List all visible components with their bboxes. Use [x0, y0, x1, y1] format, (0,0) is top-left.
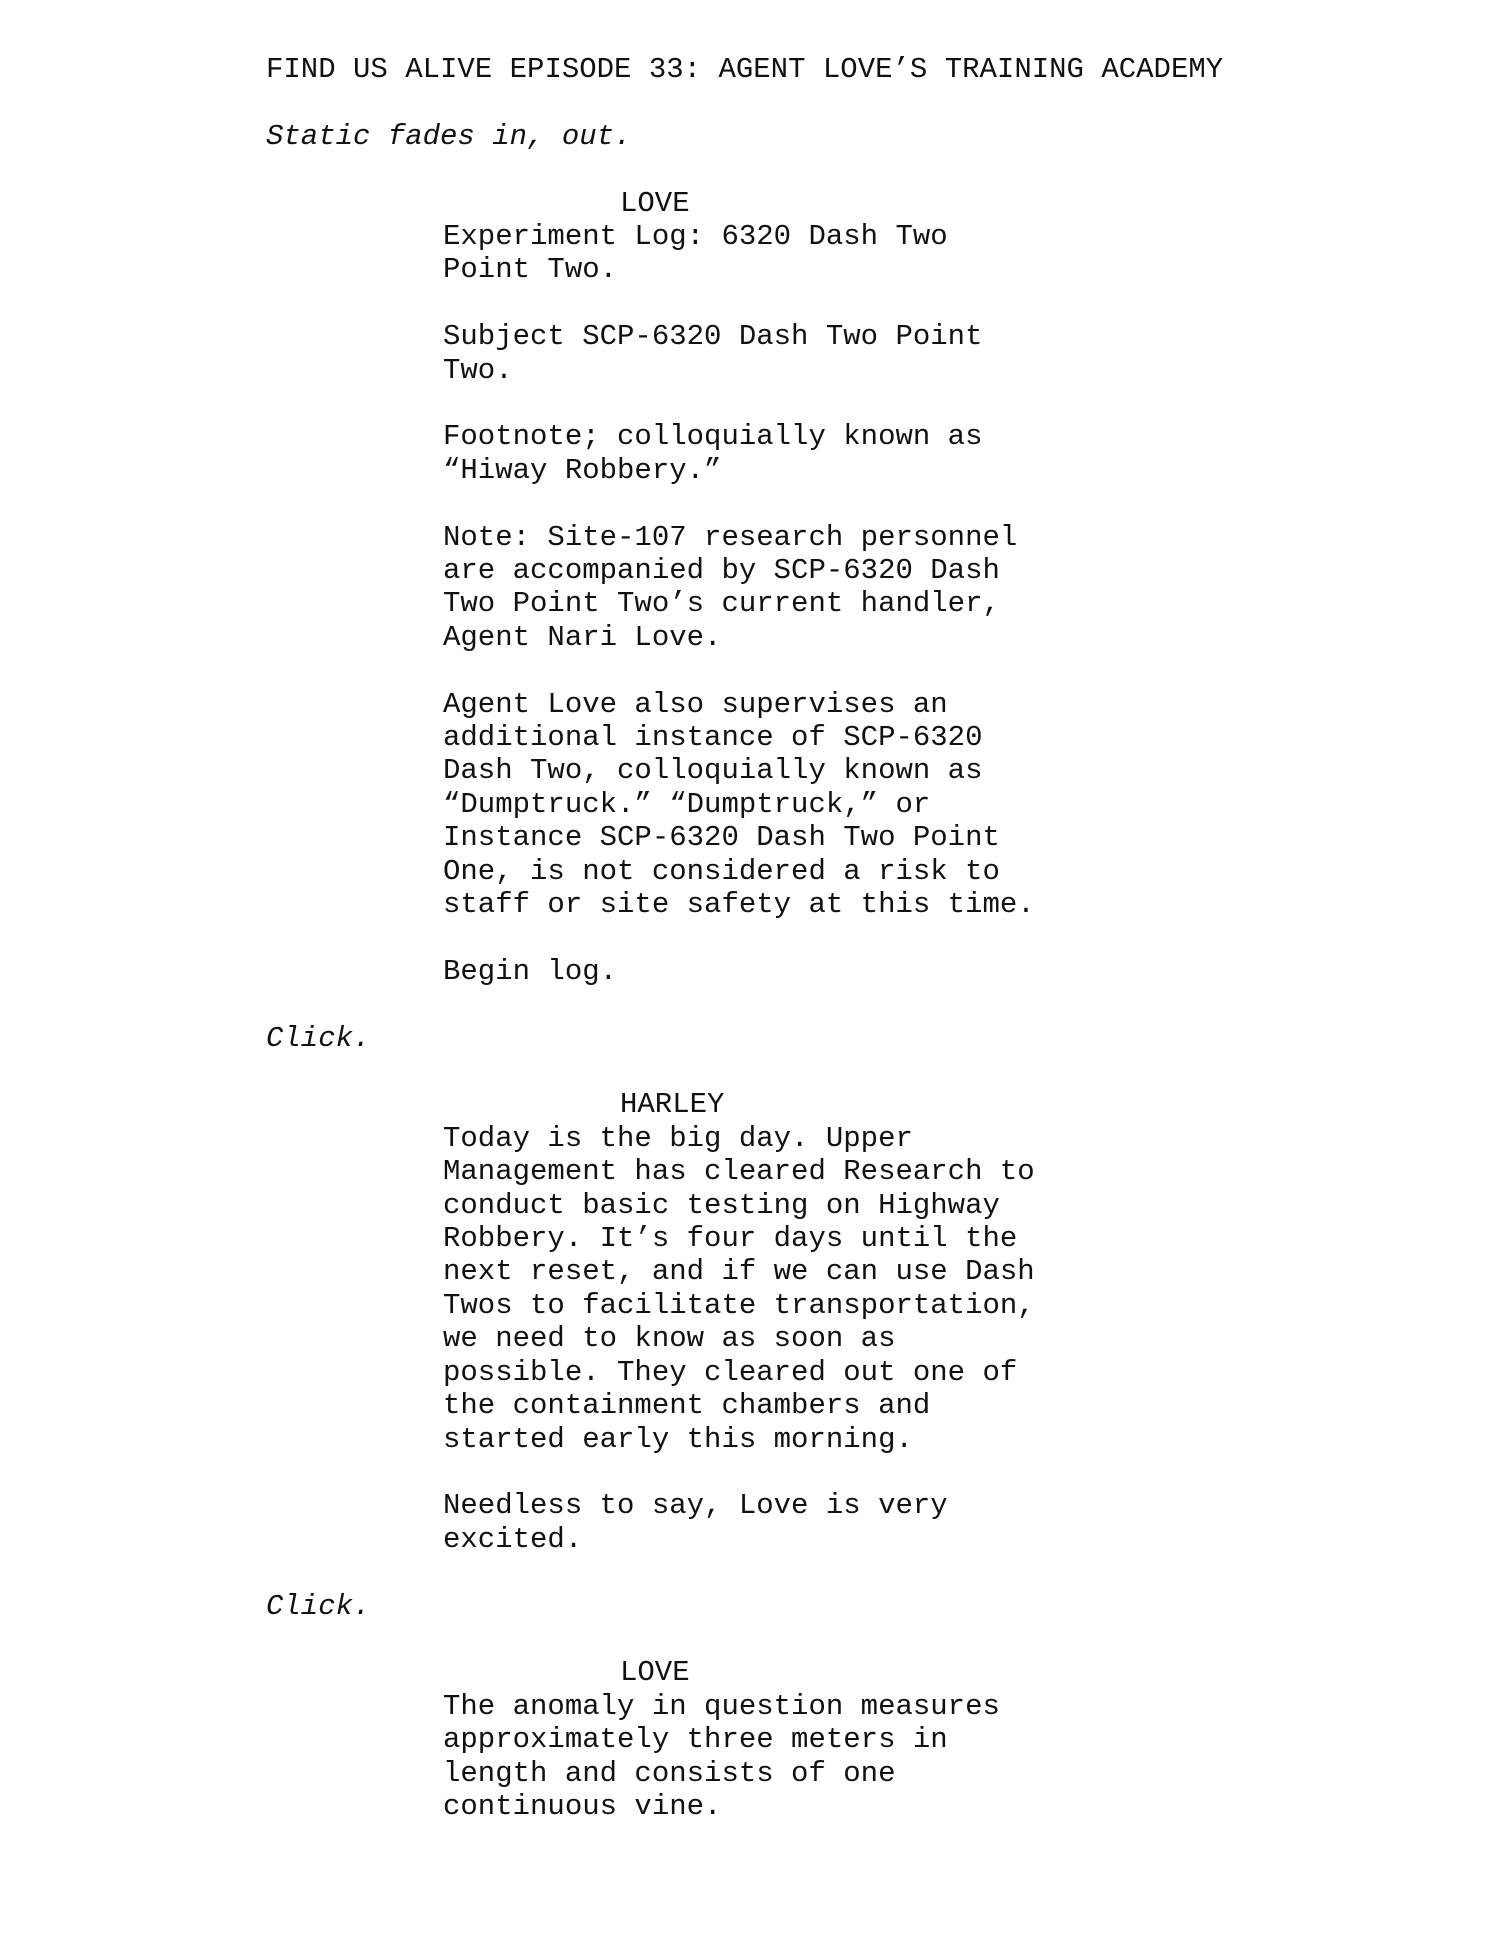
- dialogue-paragraph: [443, 1122, 1500, 1456]
- dialogue-paragraph: [443, 420, 1500, 487]
- dialogue-line: Two.: [443, 353, 513, 387]
- action-line: [266, 1590, 1500, 1623]
- dialogue-line: the containment chambers and: [443, 1389, 931, 1423]
- dialogue-paragraph: [443, 955, 1500, 988]
- dialogue-line: Footnote; colloquially known as: [443, 420, 983, 454]
- action-text: Click.: [266, 1589, 371, 1623]
- dialogue-line: Agent Love also supervises an: [443, 687, 948, 721]
- action-text: Click.: [266, 1021, 371, 1055]
- action-line: [266, 120, 1500, 153]
- dialogue-paragraph: [443, 1489, 1500, 1556]
- dialogue-line: conduct basic testing on Highway: [443, 1188, 1000, 1222]
- dialogue-line: Needless to say, Love is very: [443, 1489, 948, 1523]
- dialogue-paragraph: [443, 320, 1500, 387]
- dialogue-line: The anomaly in question measures: [443, 1689, 1000, 1723]
- dialogue-line: additional instance of SCP-6320: [443, 721, 983, 755]
- dialogue-line: next reset, and if we can use Dash: [443, 1255, 1035, 1289]
- dialogue-line: One, is not considered a risk to: [443, 854, 1000, 888]
- dialogue-line: excited.: [443, 1522, 583, 1556]
- dialogue-line: Robbery. It’s four days until the: [443, 1222, 1018, 1256]
- action-line: [266, 1022, 1500, 1055]
- dialogue-line: Two Point Two’s current handler,: [443, 587, 1000, 621]
- dialogue-line: approximately three meters in: [443, 1723, 948, 1757]
- episode-title: FIND US ALIVE EPISODE 33: AGENT LOVE’S TRAINING ACADEMY: [266, 53, 1224, 86]
- dialogue-line: Agent Nari Love.: [443, 620, 722, 654]
- dialogue-line: Subject SCP-6320 Dash Two Point: [443, 320, 983, 354]
- dialogue-line: length and consists of one: [443, 1756, 896, 1790]
- dialogue-line: Point Two.: [443, 253, 618, 287]
- dialogue-line: possible. They cleared out one of: [443, 1355, 1018, 1389]
- dialogue-paragraph: [443, 220, 1500, 287]
- dialogue-line: staff or site safety at this time.: [443, 888, 1035, 922]
- dialogue-line: Management has cleared Research to: [443, 1155, 1035, 1189]
- dialogue-paragraph: [443, 688, 1500, 922]
- character-name: LOVE: [620, 186, 690, 220]
- action-text: Static fades in, out.: [266, 119, 632, 153]
- dialogue-paragraph: [443, 521, 1500, 655]
- script-body: [266, 120, 1500, 1824]
- dialogue-line: Begin log.: [443, 954, 618, 988]
- dialogue-block: [266, 1656, 1500, 1823]
- dialogue-paragraph: [443, 1690, 1500, 1824]
- character-name: LOVE: [620, 1656, 690, 1690]
- dialogue-line: Today is the big day. Upper: [443, 1121, 913, 1155]
- dialogue-line: Instance SCP-6320 Dash Two Point: [443, 821, 1000, 855]
- dialogue-line: “Dumptruck.” “Dumptruck,” or: [443, 787, 931, 821]
- dialogue-line: we need to know as soon as: [443, 1322, 896, 1356]
- dialogue-block: [266, 187, 1500, 989]
- dialogue-line: Experiment Log: 6320 Dash Two: [443, 220, 948, 253]
- dialogue-line: are accompanied by SCP-6320 Dash: [443, 554, 1000, 588]
- dialogue-line: Note: Site-107 research personnel: [443, 520, 1018, 554]
- dialogue-line: “Hiway Robbery.”: [443, 453, 722, 487]
- dialogue-line: Twos to facilitate transportation,: [443, 1288, 1035, 1322]
- character-name: HARLEY: [620, 1088, 725, 1122]
- dialogue-block: [266, 1088, 1500, 1556]
- dialogue-line: Dash Two, colloquially known as: [443, 754, 983, 788]
- dialogue-line: continuous vine.: [443, 1789, 722, 1823]
- script-page: [266, 53, 1500, 1857]
- dialogue-line: started early this morning.: [443, 1422, 913, 1456]
